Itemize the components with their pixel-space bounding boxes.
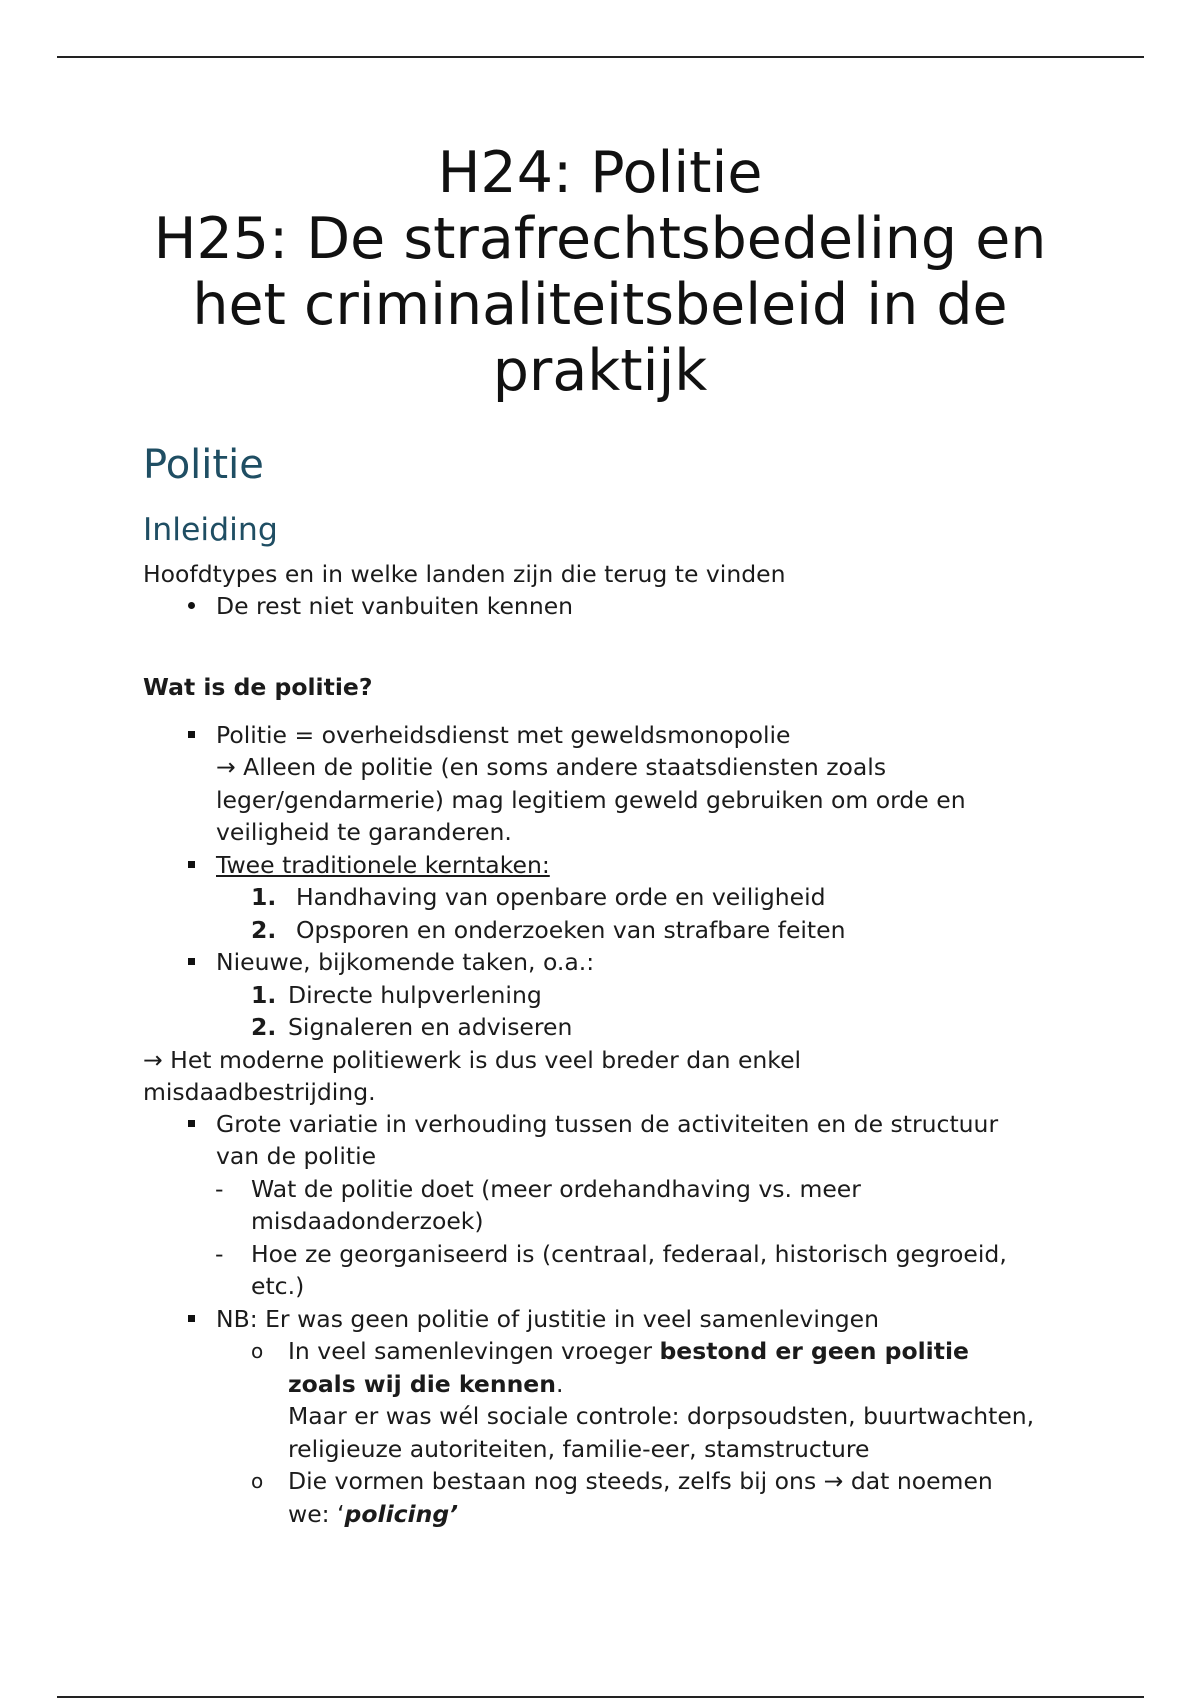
nb-sub-text: we: ‘ <box>288 1499 345 1528</box>
core-task-text: Opsporen en onderzoeken van strafbare feiten <box>296 915 846 944</box>
section-heading: Politie <box>143 442 264 488</box>
variation-item <box>143 1108 1093 1173</box>
title-line-4: praktijk <box>492 338 708 404</box>
round-bullet-icon <box>181 590 201 623</box>
definition-line: veiligheid te garanderen. <box>216 818 512 846</box>
title-line-3: het criminaliteitsbeleid in de <box>192 272 1008 338</box>
circle-bullet: o <box>251 1469 264 1493</box>
definition-line: → Alleen de politie (en soms andere staatsdiensten zoals <box>216 753 887 781</box>
nb-sub-item <box>143 1335 1093 1465</box>
list-number: 2. <box>251 1013 277 1041</box>
nb-sub-line <box>288 1498 1093 1531</box>
nb-sub-line: Maar er was wél sociale controle: dorpsoudsten, buurtwachten, <box>288 1402 1035 1430</box>
variation-line: van de politie <box>216 1142 377 1170</box>
nb-sub-line <box>288 1335 1093 1368</box>
core-task-text: Handhaving van openbare orde en veiligheid <box>296 883 826 911</box>
dash-bullet: - <box>215 1174 224 1203</box>
footer-rule <box>57 1696 1144 1698</box>
new-task <box>143 979 1093 1012</box>
variation-sub-item <box>143 1173 1093 1238</box>
new-task <box>143 1011 1093 1044</box>
document-body <box>143 436 1093 1530</box>
title-line-2: H25: De strafrechtsbedeling en <box>153 206 1047 272</box>
list-number: 2. <box>251 915 277 944</box>
square-bullet-icon <box>181 1303 201 1336</box>
conclusion-line: → Het moderne politiewerk is dus veel breder dan enkel <box>143 1045 802 1074</box>
dash-bullet: - <box>215 1239 224 1268</box>
core-tasks-label: Twee traditionele kerntaken: <box>216 850 550 879</box>
new-task-text: Directe hulpverlening <box>288 980 542 1009</box>
core-task <box>143 914 1093 947</box>
square-bullet-icon <box>181 946 201 979</box>
document-title <box>0 140 1200 404</box>
title-line-1: H24: Politie <box>437 140 763 206</box>
nb-sub-line: Die vormen bestaan nog steeds, zelfs bij ons → dat noemen <box>288 1467 993 1495</box>
variation-sub-line: Wat de politie doet (meer ordehandhaving vs. meer <box>251 1174 861 1203</box>
definition-item <box>143 719 1093 849</box>
list-number: 1. <box>251 980 277 1009</box>
variation-sub-item <box>143 1238 1093 1303</box>
new-task-text: Signaleren en adviseren <box>288 1013 573 1041</box>
header-rule <box>57 56 1144 58</box>
question-heading: Wat is de politie? <box>143 672 373 701</box>
list-number: 1. <box>251 883 277 911</box>
variation-sub-line: etc.) <box>251 1272 305 1300</box>
nb-sub-line: religieuze autoriteiten, familie-eer, stamstructure <box>288 1434 870 1463</box>
nb-sub-item <box>143 1465 1093 1530</box>
new-tasks-item <box>143 946 1093 979</box>
nb-text: NB: Er was geen politie of justitie in veel samenlevingen <box>216 1304 880 1333</box>
policing-term: policing’ <box>344 1499 459 1528</box>
nb-sub-bold: bestond er geen politie <box>659 1337 969 1365</box>
variation-sub-line: misdaadonderzoek) <box>251 1207 484 1235</box>
variation-sub-line: Hoe ze georganiseerd is (centraal, federaal, historisch gegroeid, <box>251 1239 1007 1268</box>
nb-item <box>143 1303 1093 1336</box>
nb-sub-bold: zoals wij die kennen <box>288 1369 556 1398</box>
nb-sub-text: . <box>555 1369 564 1398</box>
core-task <box>143 881 1093 914</box>
core-tasks-item <box>143 849 1093 882</box>
definition-line: leger/gendarmerie) mag legitiem geweld gebruiken om orde en <box>216 785 966 814</box>
intro-bullet <box>143 590 1093 623</box>
conclusion-line: misdaadbestrijding. <box>143 1077 376 1106</box>
intro-text: Hoofdtypes en in welke landen zijn die terug te vinden <box>143 560 786 588</box>
square-bullet-icon <box>181 849 201 882</box>
intro-bullet-text: De rest niet vanbuiten kennen <box>216 592 574 620</box>
circle-bullet: o <box>251 1339 264 1363</box>
square-bullet-icon <box>181 719 201 752</box>
variation-line: Grote variatie in verhouding tussen de activiteiten en de structuur <box>216 1109 999 1138</box>
nb-sub-line <box>288 1368 1093 1401</box>
square-bullet-icon <box>181 1108 201 1141</box>
definition-line: Politie = overheidsdienst met geweldsmonopolie <box>216 720 791 749</box>
new-tasks-label: Nieuwe, bijkomende taken, o.a.: <box>216 948 595 976</box>
nb-sub-text: In veel samenlevingen vroeger <box>288 1337 660 1365</box>
subsection-heading: Inleiding <box>143 512 278 548</box>
